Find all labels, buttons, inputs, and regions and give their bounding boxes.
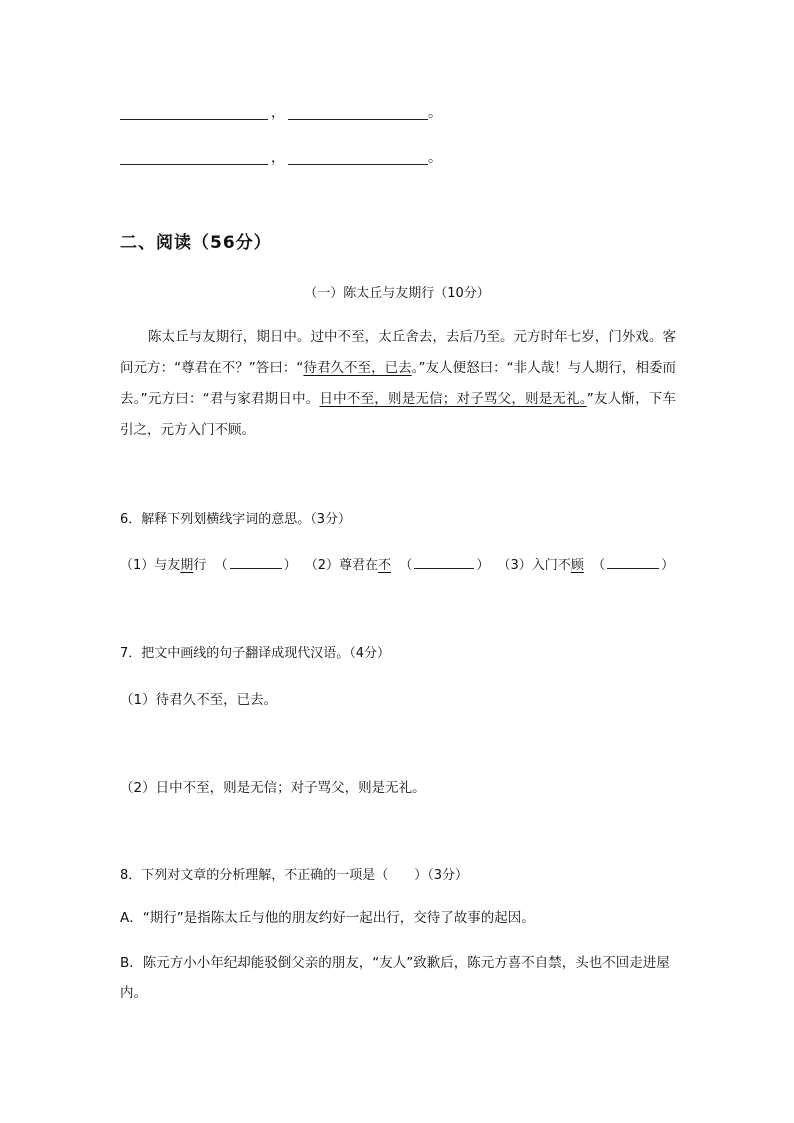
item-text: 与友 [154, 558, 181, 573]
period: 。 [428, 150, 442, 166]
item-number: （3） [497, 558, 532, 573]
question-6-items [120, 554, 678, 573]
passage-title: （一）陈太丘与友期行（10分） [304, 286, 490, 301]
item-number: （1） [120, 558, 155, 573]
paren-open: （ [592, 558, 606, 573]
item-text: 行 [193, 558, 207, 573]
item-text: 尊君在 [339, 558, 379, 573]
answer-blank[interactable] [288, 150, 428, 165]
passage-part: ”友人惭，下车引之，元方入门不顾。 [120, 391, 677, 438]
answer-blank[interactable] [120, 150, 268, 165]
passage-part: 。”友人便怒曰：“非人哉！与人期行，相委而去。”元方曰：“君与家君期日中。 [120, 360, 676, 407]
answer-blank[interactable] [414, 557, 474, 569]
option-a[interactable]: A．“期行”是指陈太丘与他的朋友约好一起出行，交待了故事的起因。 [120, 910, 535, 926]
paren-close: ） [661, 558, 675, 573]
item-text: 入门不 [531, 558, 571, 573]
item-number: （2） [304, 558, 340, 573]
passage-part: 陈太丘与友期行，期日中。过中不至，太丘舍去，去后乃至。元方时年七岁，门外戏。客问元方：“尊君在不？”答曰：“ [120, 329, 676, 376]
question-7-stem: 7．把文中画线的句子翻译成现代汉语。（4分） [120, 646, 391, 661]
period: 。 [428, 105, 442, 121]
paren-open: （ [214, 558, 228, 573]
answer-blank[interactable] [607, 557, 659, 569]
answer-blank[interactable] [120, 105, 268, 120]
q6-item-3 [498, 554, 675, 573]
q6-item-2 [305, 554, 490, 573]
comma: ， [271, 150, 285, 166]
option-b[interactable]: B．陈元方小小年纪却能驳倒父亲的朋友，“友人”致歉后，陈元方喜不自禁，头也不回走进屋内。 [120, 955, 670, 1001]
underlined-word: 顾 [570, 558, 584, 573]
paren-open: （ [399, 558, 413, 573]
underlined-word: 期 [180, 558, 194, 573]
answer-blank[interactable] [230, 557, 282, 569]
question-7-sentence-2: （2）日中不至，则是无信；对子骂父，则是无礼。 [120, 780, 426, 796]
passage-text [120, 322, 676, 446]
section-title: 二、阅读（56分） [120, 233, 272, 253]
underlined-sentence-1: 待君久不至，已去 [303, 360, 412, 376]
question-7-sentence-1: （1）待君久不至，已去。 [120, 692, 278, 708]
answer-blank-row-2 [120, 145, 442, 165]
answer-blank-row-1 [120, 100, 442, 120]
answer-blank[interactable] [288, 105, 428, 120]
underlined-sentence-2: 日中不至，则是无信；对子骂父，则是无礼。 [319, 391, 587, 407]
question-6-stem: 6．解释下列划横线字词的意思。（3分） [120, 512, 352, 527]
comma: ， [271, 105, 285, 121]
q6-item-1 [120, 554, 297, 573]
paren-close: ） [476, 558, 490, 573]
question-8-stem: 8．下列对文章的分析理解，不正确的一项是（ ）（3分） [120, 868, 469, 883]
underlined-word: 不 [378, 558, 392, 573]
paren-close: ） [283, 558, 297, 573]
